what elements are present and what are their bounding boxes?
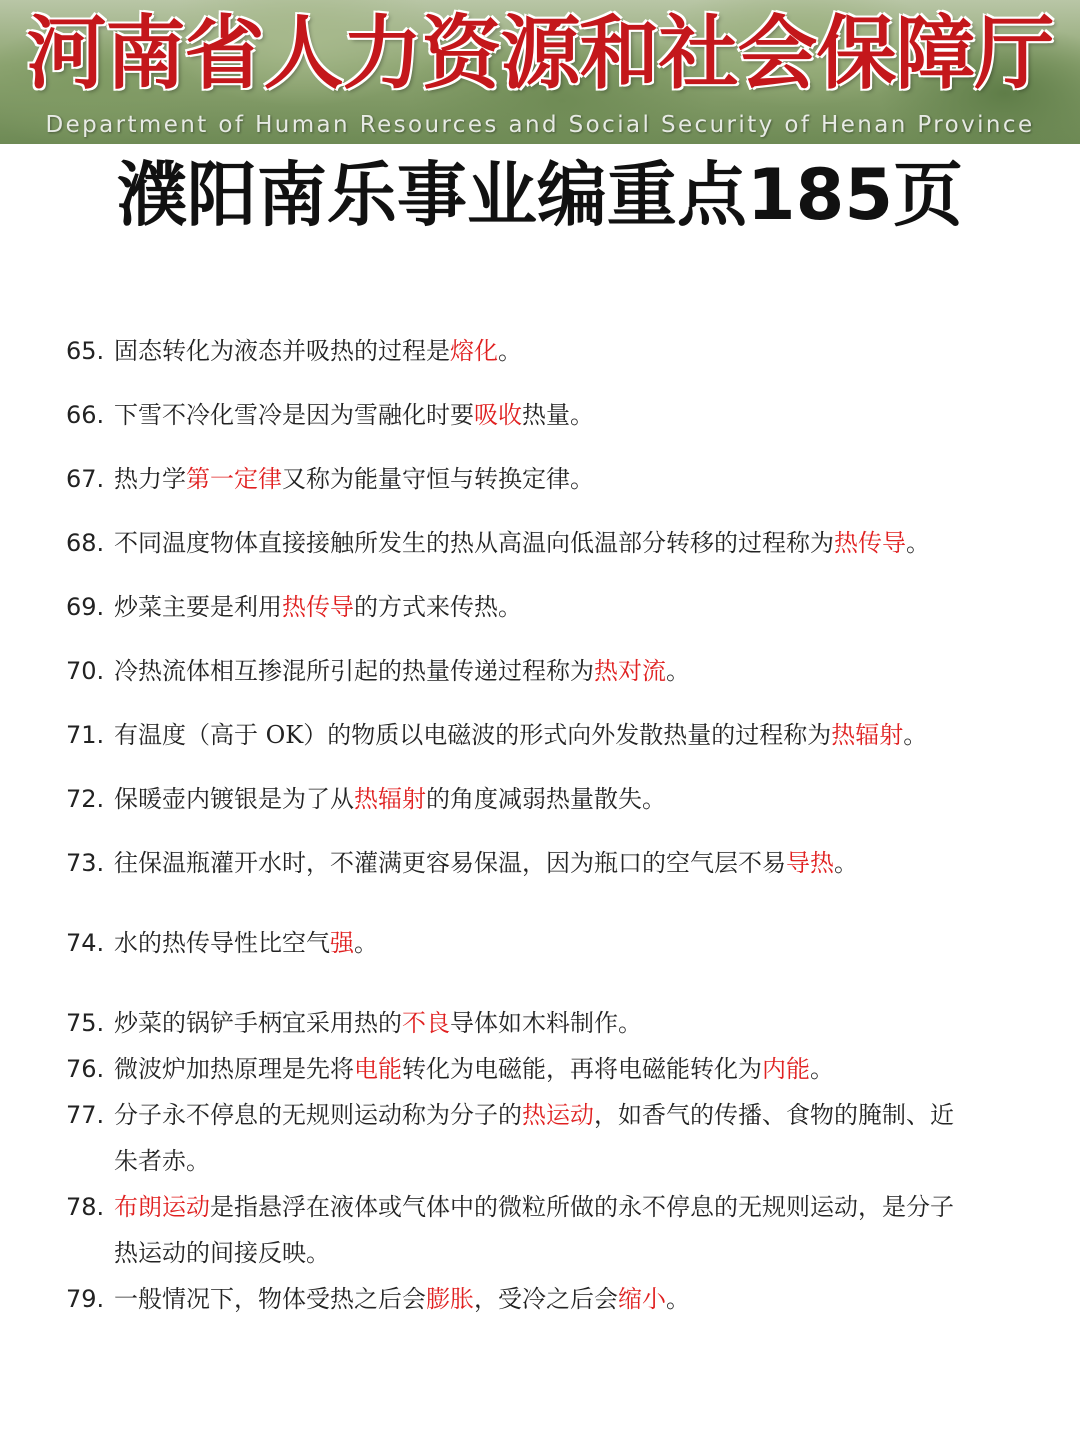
- item-text: [114, 328, 964, 374]
- item-text: [114, 920, 964, 966]
- text-segment: 不同温度物体直接接触所发生的热从高温向低温部分转移的过程称为: [114, 529, 834, 557]
- list-item: [66, 1000, 1026, 1046]
- item-number: 79.: [66, 1285, 105, 1313]
- highlight-answer: 热传导: [282, 593, 354, 621]
- text-segment: 是指悬浮在液体或气体中的微粒所做的永不停息的无规则运动，是分子热运动的间接反映。: [114, 1193, 954, 1267]
- list-item: [66, 1276, 1026, 1322]
- banner-title: 河南省人力资源和社会保障厅: [26, 7, 1054, 100]
- item-number: 66.: [66, 401, 105, 429]
- highlight-answer: 不良: [402, 1009, 450, 1037]
- text-segment: ，受冷之后会: [474, 1285, 618, 1313]
- list-item: [66, 1046, 1026, 1092]
- list-item: [66, 584, 1026, 630]
- item-number: 65.: [66, 337, 105, 365]
- text-segment: 。: [834, 849, 858, 877]
- highlight-answer: 热辐射: [354, 785, 426, 813]
- list-item: [66, 776, 1026, 822]
- item-text: [114, 840, 964, 886]
- text-segment: 。: [666, 1285, 690, 1313]
- list-item: [66, 392, 1026, 438]
- item-text: [114, 1092, 964, 1184]
- highlight-answer: 导热: [786, 849, 834, 877]
- item-text: [114, 776, 964, 822]
- item-text: [114, 584, 964, 630]
- item-text: [114, 1276, 964, 1322]
- item-number: 74.: [66, 929, 105, 957]
- text-segment: 。: [810, 1055, 834, 1083]
- text-segment: 固态转化为液态并吸热的过程是: [114, 337, 450, 365]
- question-list: [66, 328, 1026, 1340]
- item-number: 76.: [66, 1055, 105, 1083]
- text-segment: 有温度（高于 OK）的物质以电磁波的形式向外发散热量的过程称为: [114, 721, 832, 749]
- text-segment: 炒菜主要是利用: [114, 593, 282, 621]
- text-segment: 。: [354, 929, 378, 957]
- item-text: [114, 520, 964, 566]
- highlight-answer: 强: [330, 929, 354, 957]
- highlight-answer: 电能: [354, 1055, 402, 1083]
- text-segment: 。: [666, 657, 690, 685]
- highlight-answer: 热传导: [834, 529, 906, 557]
- text-segment: 热量。: [522, 401, 594, 429]
- text-segment: 炒菜的锅铲手柄宜采用热的: [114, 1009, 402, 1037]
- text-segment: 的角度减弱热量散失。: [426, 785, 666, 813]
- item-number: 68.: [66, 529, 105, 557]
- highlight-answer: 热对流: [594, 657, 666, 685]
- text-segment: 冷热流体相互掺混所引起的热量传递过程称为: [114, 657, 594, 685]
- text-segment: 下雪不冷化雪冷是因为雪融化时要: [114, 401, 474, 429]
- text-segment: 。: [903, 721, 928, 749]
- item-text: [114, 648, 964, 694]
- highlight-answer: 布朗运动: [114, 1193, 210, 1221]
- text-segment: 水的热传导性比空气: [114, 929, 330, 957]
- item-text: [114, 1184, 964, 1276]
- header-banner: [0, 0, 1080, 144]
- text-segment: 导体如木料制作。: [450, 1009, 642, 1037]
- text-segment: 的方式来传热。: [354, 593, 522, 621]
- item-number: 73.: [66, 849, 105, 877]
- highlight-answer: 第一定律: [186, 465, 282, 493]
- item-number: 67.: [66, 465, 105, 493]
- text-segment: 保暖壶内镀银是为了从: [114, 785, 354, 813]
- list-item: [66, 1092, 1026, 1184]
- banner-subtitle: Department of Human Resources and Social Security of Henan Province: [45, 112, 1035, 138]
- text-segment: 。: [498, 337, 522, 365]
- item-number: 78.: [66, 1193, 105, 1221]
- list-item: [66, 920, 1026, 966]
- highlight-answer: 热运动: [522, 1101, 594, 1129]
- page-title: 濮阳南乐事业编重点185页: [116, 154, 964, 236]
- item-text: [114, 392, 964, 438]
- list-item: [66, 1184, 1026, 1276]
- list-item: [66, 840, 1026, 886]
- item-number: 72.: [66, 785, 105, 813]
- text-segment: 转化为电磁能，再将电磁能转化为: [402, 1055, 762, 1083]
- highlight-answer: 熔化: [450, 337, 498, 365]
- item-text: [114, 456, 964, 502]
- item-number: 77.: [66, 1101, 105, 1129]
- item-number: 75.: [66, 1009, 105, 1037]
- text-segment: 分子永不停息的无规则运动称为分子的: [114, 1101, 522, 1129]
- item-number: 69.: [66, 593, 105, 621]
- list-item: [66, 328, 1026, 374]
- text-segment: 热力学: [114, 465, 186, 493]
- item-text: [114, 1000, 964, 1046]
- list-item: [66, 712, 1026, 758]
- text-segment: 往保温瓶灌开水时，不灌满更容易保温，因为瓶口的空气层不易: [114, 849, 786, 877]
- highlight-answer: 膨胀: [426, 1285, 474, 1313]
- item-number: 70.: [66, 657, 105, 685]
- highlight-answer: 吸收: [474, 401, 522, 429]
- highlight-answer: 缩小: [618, 1285, 666, 1313]
- text-segment: 微波炉加热原理是先将: [114, 1055, 354, 1083]
- list-item: [66, 520, 1026, 566]
- text-segment: ，如香气的传播、食物的腌制、近朱者赤。: [114, 1101, 954, 1175]
- highlight-answer: 内能: [762, 1055, 810, 1083]
- list-item: [66, 456, 1026, 502]
- item-number: 71.: [66, 721, 105, 749]
- item-text: [114, 712, 964, 758]
- text-segment: 。: [906, 529, 930, 557]
- text-segment: 一般情况下，物体受热之后会: [114, 1285, 426, 1313]
- item-text: [114, 1046, 964, 1092]
- highlight-answer: 热辐射: [831, 721, 904, 749]
- list-item: [66, 648, 1026, 694]
- text-segment: 又称为能量守恒与转换定律。: [282, 465, 594, 493]
